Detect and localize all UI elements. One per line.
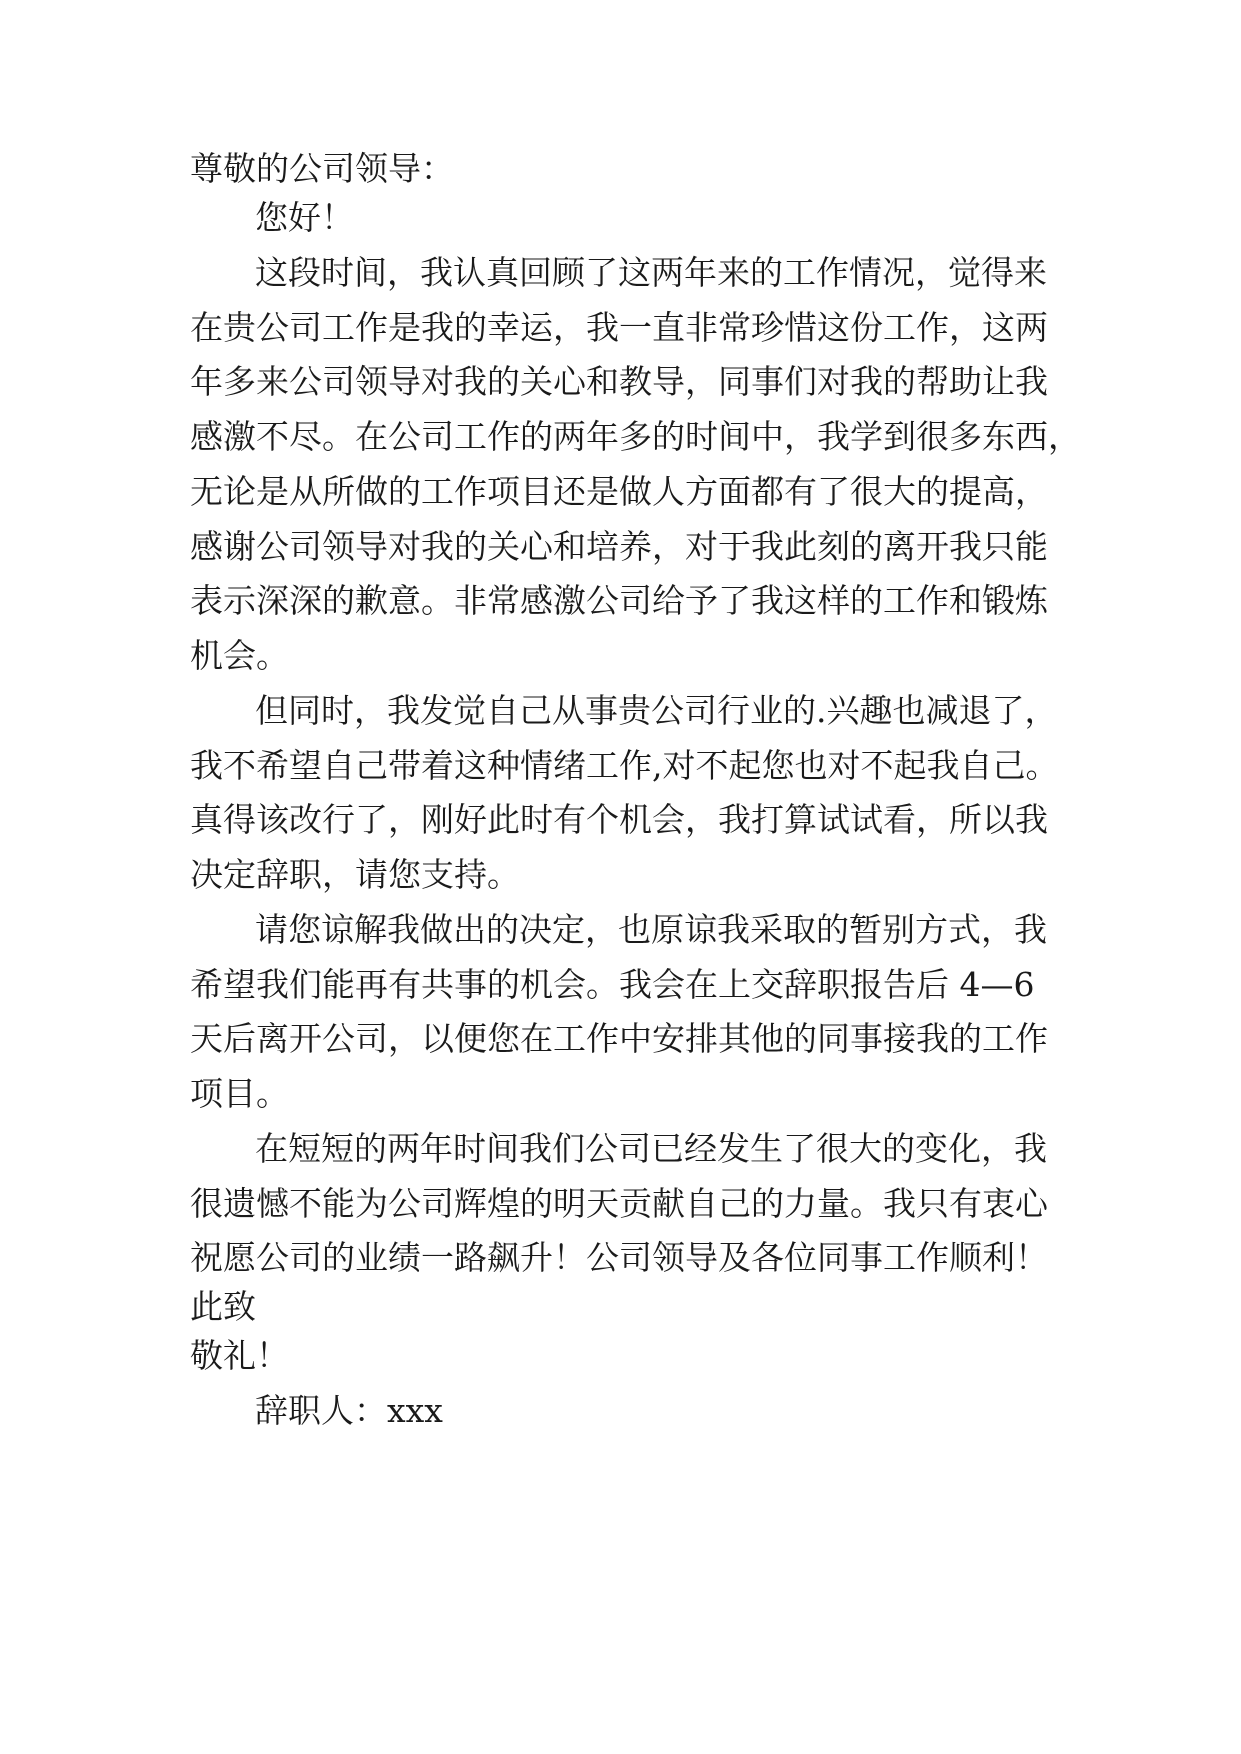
closing-ci-zhi: 此致 (190, 1287, 256, 1326)
greeting: 您好！ (255, 198, 354, 237)
paragraph-3-line: 希望我们能再有共事的机会。我会在上交辞职报告后 4—6 (190, 965, 1035, 1004)
paragraph-3-line: 天后离开公司，以便您在工作中安排其他的同事接我的工作 (190, 1019, 1048, 1058)
salutation: 尊敬的公司领导： (190, 149, 454, 188)
paragraph-2-line: 真得该改行了，刚好此时有个机会，我打算试试看，所以我 (190, 800, 1048, 839)
paragraph-1-line: 无论是从所做的工作项目还是做人方面都有了很大的提高， (190, 472, 1048, 511)
paragraph-2-line: 我不希望自己带着这种情绪工作,对不起您也对不起我自己。 (190, 746, 1059, 785)
paragraph-1-line: 这段时间，我认真回顾了这两年来的工作情况，觉得来 (255, 253, 1047, 292)
paragraph-4-line: 祝愿公司的业绩一路飙升！公司领导及各位同事工作顺利！ (190, 1238, 1048, 1277)
paragraph-1-line: 在贵公司工作是我的幸运，我一直非常珍惜这份工作，这两 (190, 308, 1048, 347)
paragraph-3-line: 项目。 (190, 1074, 289, 1113)
paragraph-2-line: 决定辞职，请您支持。 (190, 855, 520, 894)
paragraph-1-line: 年多来公司领导对我的关心和教导，同事们对我的帮助让我 (190, 362, 1048, 401)
paragraph-1-line: 感激不尽。在公司工作的两年多的时间中，我学到很多东西， (190, 417, 1081, 456)
paragraph-1-line: 表示深深的歉意。非常感激公司给予了我这样的工作和锻炼 (190, 581, 1048, 620)
paragraph-4-line: 很遗憾不能为公司辉煌的明天贡献自己的力量。我只有衷心 (190, 1184, 1048, 1223)
signature: 辞职人：xxx (255, 1391, 443, 1430)
paragraph-1-line: 感谢公司领导对我的关心和培养，对于我此刻的离开我只能 (190, 527, 1048, 566)
closing-jing-li: 敬礼！ (190, 1336, 289, 1375)
paragraph-1-line: 机会。 (190, 636, 289, 675)
paragraph-2-line: 但同时，我发觉自己从事贵公司行业的.兴趣也减退了， (255, 691, 1058, 730)
paragraph-4-line: 在短短的两年时间我们公司已经发生了很大的变化，我 (255, 1129, 1047, 1168)
paragraph-3-line: 请您谅解我做出的决定，也原谅我采取的暂别方式，我 (255, 910, 1047, 949)
